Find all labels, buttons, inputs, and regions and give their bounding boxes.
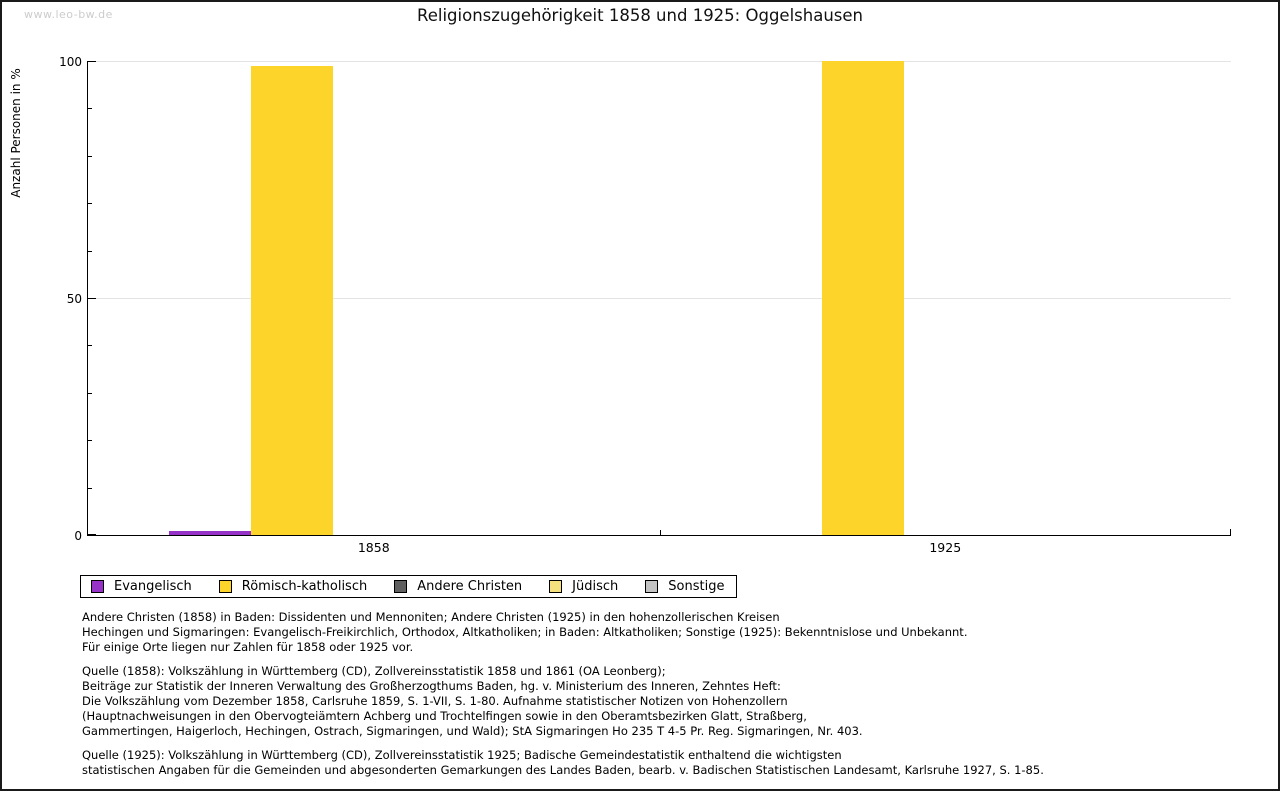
x-axis-boundary-tick (660, 530, 661, 535)
legend-label: Jüdisch (572, 579, 619, 594)
footnote-block-definitions (82, 610, 1212, 655)
bar-1858-Evangelisch (169, 531, 251, 535)
footnotes (82, 610, 1212, 778)
x-axis-end-tick (1230, 529, 1231, 535)
watermark: www.leo-bw.de (24, 8, 113, 21)
legend-label: Sonstige (668, 579, 725, 594)
legend-item-andere-christen (394, 579, 522, 594)
x-category-label: 1925 (929, 540, 962, 555)
y-tick (88, 534, 96, 535)
legend-swatch-andere-christen (394, 580, 407, 593)
y-tick (88, 61, 96, 62)
y-axis-label: Anzahl Personen in % (9, 68, 23, 198)
bar-1858-Römisch-katholisch (251, 66, 333, 535)
footnote-line: Andere Christen (1858) in Baden: Dissidenten und Mennoniten; Andere Christen (1925) in den hohenzollerischen Kreisen (82, 610, 780, 624)
x-category-label: 1858 (357, 540, 390, 555)
y-tick (88, 488, 92, 489)
y-tick-label: 100 (59, 54, 82, 69)
footnote-line: Beiträge zur Statistik der Inneren Verwaltung des Großherzogthums Baden, hg. v. Ministerium des Inneren, Zehntes Heft: (82, 679, 781, 693)
chart-title: Religionszugehörigkeit 1858 und 1925: Oggelshausen (417, 6, 863, 25)
footnote-line: statistischen Angaben für die Gemeinden und abgesonderten Gemarkungen des Landes Baden, bearb. v. Badischen Statistischen Landesamt, Karlsruhe 1927, S. 1-85. (82, 763, 1044, 777)
legend-label: Andere Christen (417, 579, 523, 594)
legend-swatch-sonstige (645, 580, 658, 593)
y-tick-label: 0 (74, 528, 82, 543)
footnote-line: Quelle (1858): Volkszählung in Württemberg (CD), Zollvereinsstatistik 1858 und 1861 (OA Leonberg); (82, 664, 666, 678)
y-tick (88, 203, 92, 204)
footnote-line: (Hauptnachweisungen in den Obervogteiämtern Achberg und Trochtelfingen sowie in den Oberamtsbezirken Glatt, Straßberg, (82, 709, 807, 723)
legend-swatch-evangelisch (91, 580, 104, 593)
footnote-line: Die Volkszählung vom Dezember 1858, Carlsruhe 1859, S. 1-VII, S. 1-80. Aufnahme statistischer Notizen von Hohenzollern (82, 694, 788, 708)
legend-swatch-juedisch (549, 580, 562, 593)
legend-item-sonstige (645, 579, 724, 594)
footnote-line: Hechingen und Sigmaringen: Evangelisch-Freikirchlich, Orthodox, Altkatholiken; in Baden: Altkatholiken; Sonstige (1925): Bekenntnislose und Unbekannt. (82, 625, 968, 639)
footnote-line: Gammertingen, Haigerloch, Hechingen, Ostrach, Sigmaringen, und Wald); StA Sigmaringen Ho 235 T 4-5 Pr. Reg. Sigmaringen, Nr. 403. (82, 724, 863, 738)
plot-area (59, 54, 1231, 555)
footnote-line: Für einige Orte liegen nur Zahlen für 1858 oder 1925 vor. (82, 640, 414, 654)
legend (80, 575, 737, 598)
y-tick (88, 345, 92, 346)
legend-item-juedisch (549, 579, 618, 594)
y-tick (88, 156, 92, 157)
legend-swatch-roemisch-katholisch (219, 580, 232, 593)
footnote-line: Quelle (1925): Volkszählung in Württemberg (CD), Zollvereinsstatistik 1925; Badische Gemeindestatistik enthaltend die wichtigsten (82, 748, 842, 762)
footnote-block-quelle-1858 (82, 664, 1212, 739)
y-tick (88, 298, 96, 299)
footnote-block-quelle-1925 (82, 748, 1212, 778)
bar-1925-Römisch-katholisch (822, 61, 904, 535)
y-tick (88, 108, 92, 109)
legend-item-evangelisch (91, 579, 192, 594)
legend-label: Römisch-katholisch (241, 579, 368, 594)
y-tick-label: 50 (66, 291, 82, 306)
legend-item-roemisch-katholisch (219, 579, 367, 594)
gridline-100 (88, 61, 1231, 62)
y-tick (88, 393, 92, 394)
legend-label: Evangelisch (114, 579, 192, 594)
y-tick (88, 440, 92, 441)
y-tick (88, 251, 92, 252)
